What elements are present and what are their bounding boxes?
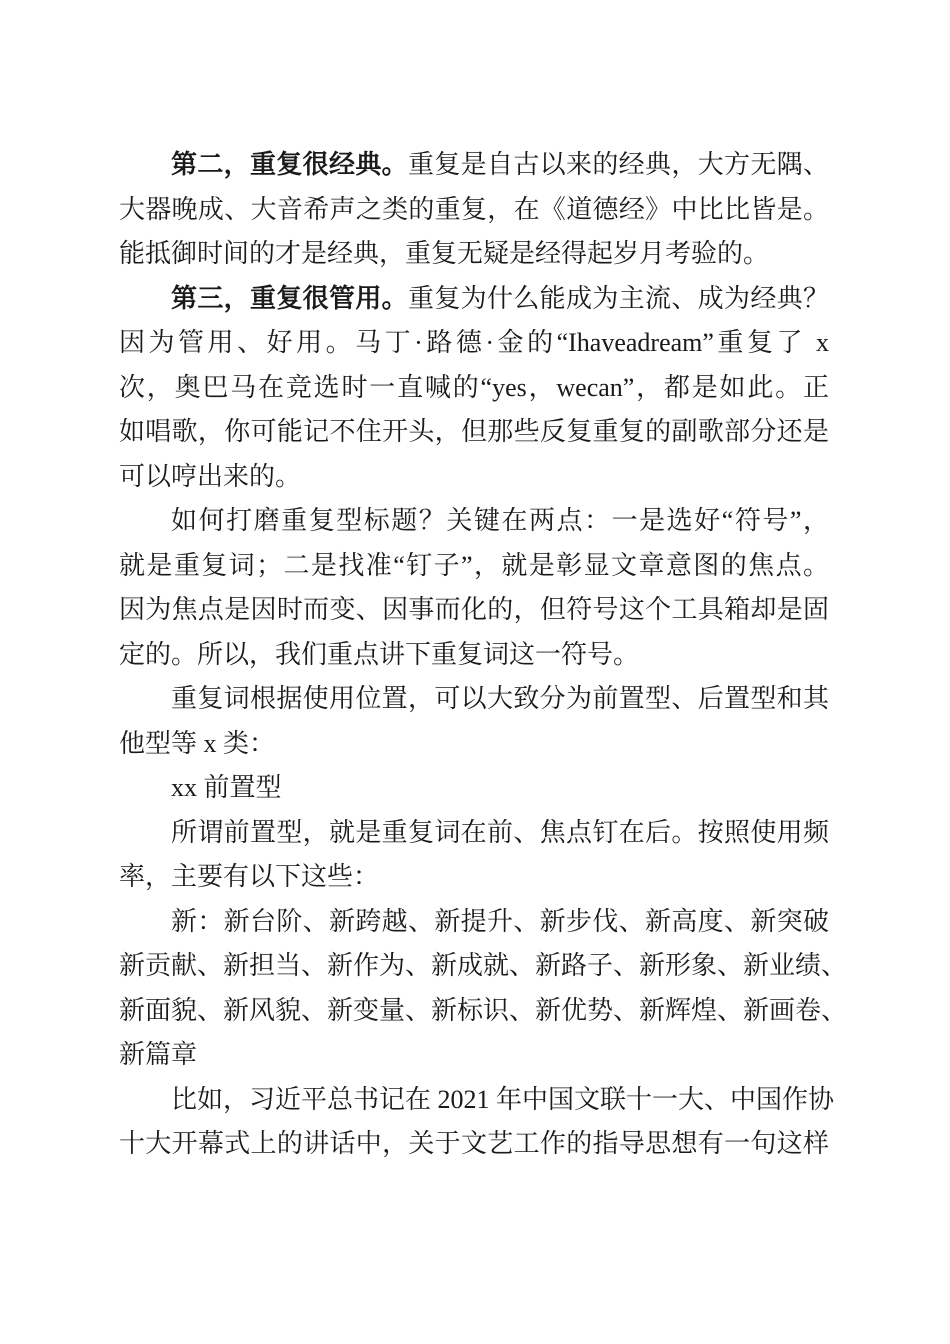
- text-line: 比如，习近平总书记在 2021 年中国文联十一大、中国作协: [171, 1084, 835, 1114]
- text-segment: 重复是自古以来的经典，大方无隅、: [408, 150, 829, 179]
- text-line: xx 前置型: [171, 773, 282, 802]
- text-line: 如唱歌，你可能记不住开头，但那些反复重复的副歌部分还是: [119, 417, 829, 446]
- document-body: [119, 143, 848, 1167]
- text-segment: 重复为什么能成为主流、成为经典？: [408, 283, 829, 313]
- text-line: 新贡献、新担当、新作为、新成就、新路子、新形象、新业绩、: [119, 951, 848, 980]
- text-line: [119, 143, 829, 188]
- paragraph: [119, 811, 829, 900]
- text-line: 新篇章: [119, 1040, 198, 1069]
- text-line: 他型等 x 类：: [119, 728, 276, 758]
- text-line: 可以哼出来的。: [119, 461, 302, 491]
- paragraph: [119, 900, 848, 1078]
- text-line: 重复词根据使用位置，可以大致分为前置型、后置型和其: [171, 684, 829, 713]
- paragraph: [119, 277, 829, 500]
- paragraph: [119, 677, 829, 766]
- text-line: 所谓前置型，就是重复词在前、焦点钉在后。按照使用频: [171, 817, 829, 847]
- paragraph: [119, 499, 829, 677]
- paragraph-heading: 第三，重复很管用。: [171, 283, 408, 313]
- text-line: 新：新台阶、新跨越、新提升、新步伐、新高度、新突破: [171, 906, 829, 936]
- text-line: 定的。所以，我们重点讲下重复词这一符号。: [119, 639, 640, 669]
- text-line: 率，主要有以下这些：: [119, 862, 380, 891]
- text-line: 因为焦点是因时而变、因事而化的，但符号这个工具箱却是固: [119, 595, 829, 624]
- text-line: 如何打磨重复型标题？关键在两点：一是选好“符号”，: [171, 506, 829, 535]
- paragraph: [119, 1078, 835, 1167]
- paragraph: [119, 143, 829, 277]
- paragraph-heading: 第二，重复很经典。: [171, 150, 408, 179]
- text-line: 新面貌、新风貌、新变量、新标识、新优势、新辉煌、新画卷、: [119, 995, 848, 1025]
- text-line: 能抵御时间的才是经典，重复无疑是经得起岁月考验的。: [119, 239, 770, 268]
- section-heading: [119, 766, 829, 811]
- text-line: 因为管用、好用。马丁·路德·金的“Ihaveadream”重复了 x: [119, 328, 829, 357]
- text-line: 大器晚成、大音希声之类的重复，在《道德经》中比比皆是。: [119, 194, 829, 224]
- text-line: 就是重复词；二是找准“钉子”，就是彰显文章意图的焦点。: [119, 550, 829, 580]
- text-line: 十大开幕式上的讲话中，关于文艺工作的指导思想有一句这样: [119, 1129, 829, 1158]
- text-line: 次，奥巴马在竞选时一直喊的“yes，wecan”，都是如此。正: [119, 372, 829, 402]
- text-line: [119, 277, 829, 322]
